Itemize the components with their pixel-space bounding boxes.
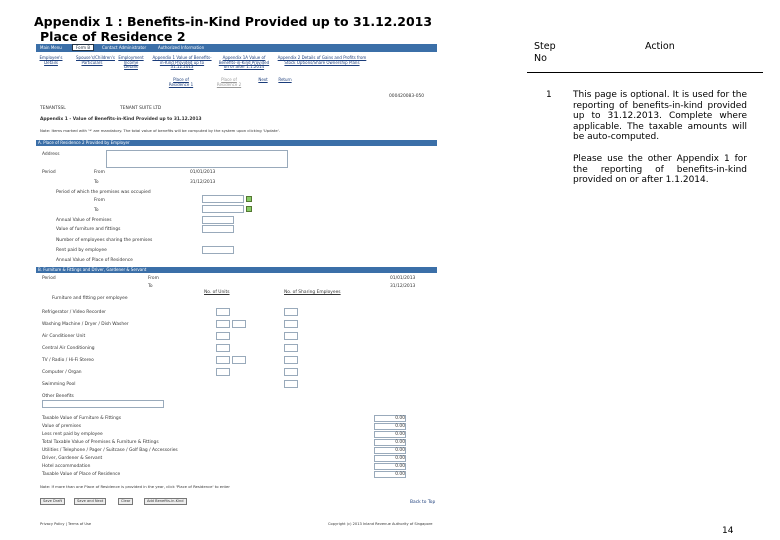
nav-appendix-1a[interactable]: Appendix 1A Value of Benefits-in-Kind Provided on or after 1.1.2014 [218, 55, 270, 70]
nav-employee-details[interactable]: Employee's Details [39, 55, 63, 65]
row-a-5: Rent paid by employee [56, 248, 107, 253]
annual-value-input[interactable] [202, 216, 234, 224]
calendar-icon[interactable] [246, 196, 252, 202]
menu-contact[interactable]: Contact Administrator [102, 45, 147, 50]
total-value: 0.00 [374, 431, 406, 438]
period-b-label: Period [42, 276, 56, 281]
other-benefits-input[interactable] [42, 400, 164, 408]
add-benefits-button[interactable]: Add Benefits-in-Kind [144, 498, 187, 505]
total-value: 0.00 [374, 455, 406, 462]
appendix-heading: Appendix 1 - Value of Benefits-in-Kind Provided up to 31.12.2013 [40, 117, 202, 122]
sharing-input[interactable] [284, 368, 298, 376]
furniture-value-input[interactable] [202, 225, 234, 233]
nav-residence-2: Place of Residence 2 [216, 77, 242, 87]
row-b-8: Swimming Pool [42, 382, 76, 387]
footer-note: Note: If more than one Place of Residence is provided in the year, click 'Place of Residence' to enter [40, 484, 230, 489]
units-header: No. of Units [204, 290, 230, 295]
address-label: Address [42, 152, 60, 157]
total-1: Taxable Value of Furniture & Fittings [42, 416, 121, 421]
nav-spouse-children[interactable]: Spouse's/Children's Particulars [76, 55, 115, 65]
menu-bar [36, 44, 437, 52]
nav-residence-1[interactable]: Place of Residence 1 [168, 77, 194, 87]
to-b-label: To [148, 284, 153, 289]
nav-return[interactable]: Return [278, 77, 292, 82]
embedded-form-screenshot [36, 44, 437, 528]
action-paragraph-2: Please use the other Appendix 1 for the reporting of benefits-in-kind provided on or after 1.1.2014. [573, 154, 747, 185]
calendar-icon[interactable] [246, 206, 252, 212]
total-value: 0.00 [374, 415, 406, 422]
title-line-1: Appendix 1 : Benefits-in-Kind Provided up to 31.12.2013 [34, 14, 433, 29]
action-paragraph-1: This page is optional. It is used for the reporting of benefits-in-kind provided up to 31.12.2013. Complete where applicable. The taxable amounts will be auto-computed. [573, 90, 747, 142]
units-input[interactable] [232, 356, 246, 364]
to-label: To [94, 180, 99, 185]
row-a-2: Annual Value of Premises [56, 218, 112, 223]
row-b-3: Washing Machine / Dryer / Dish Washer [42, 322, 129, 327]
clear-button[interactable]: Clear [118, 498, 133, 505]
row-b-9: Other Benefits [42, 394, 74, 399]
menu-authorized[interactable]: Authorized Information [158, 45, 205, 50]
row-a-4: Number of employees sharing the premises [56, 238, 153, 243]
employer-label: TENANTSSL [40, 106, 66, 111]
row-a-3: Value of furniture and fittings [56, 227, 121, 232]
occupied-to-input[interactable] [202, 205, 244, 213]
nav-appendix-2[interactable]: Appendix 2 Details of Gains and Profits from Stock Options/Share Ownership Plans [277, 55, 367, 65]
address-input[interactable] [106, 150, 288, 168]
section-a-header: A. Place of Residence 2 Provided by Employer [36, 140, 437, 146]
row-b-1: Furniture and fitting per employee [52, 296, 128, 301]
footer-right: Copyright (c) 2013 Inland Revenue Authority of Singapore [328, 522, 433, 526]
row-a-from: From [94, 198, 105, 203]
units-input[interactable] [216, 308, 230, 316]
row-b-7: Computer / Organ [42, 370, 82, 375]
note-text: Note: Items marked with '*' are mandatory. The total value of benefits will be computed by the system upon clicking 'Update'. [40, 128, 280, 133]
save-next-button[interactable]: Save and Next [74, 498, 106, 505]
total-7: Hotel accommodation [42, 464, 91, 469]
step-no-header: Step No [534, 41, 556, 64]
units-input[interactable] [216, 344, 230, 352]
row-b-5: Central Air Conditioning [42, 346, 95, 351]
nav-employment-income[interactable]: Employment Income Details [118, 55, 144, 70]
units-input[interactable] [216, 320, 230, 328]
section-b-header: B. Furniture & Fittings and Driver, Gardener & Servant [36, 267, 437, 273]
rent-paid-input[interactable] [202, 246, 234, 254]
page-title [34, 14, 432, 44]
nav-appendix-1[interactable]: Appendix 1 Value of Benefits-in-Kind Provided up to 31.12.2013 [152, 55, 212, 70]
total-value: 0.00 [374, 447, 406, 454]
total-value: 0.00 [374, 471, 406, 478]
row-b-2: Refrigerator / Video Recorder [42, 310, 106, 315]
sharing-input[interactable] [284, 380, 298, 388]
employer-name: TENANT SUITE LTD [120, 106, 162, 111]
sharing-input[interactable] [284, 308, 298, 316]
to-value: 31/12/2013 [190, 180, 216, 185]
total-4: Total Taxable Value of Premises & Furniture & Fittings [42, 440, 159, 445]
total-3: Less rent paid by employee [42, 432, 103, 437]
reference-number: 000420083-050 [389, 94, 425, 99]
nav-next[interactable]: Next [258, 77, 268, 82]
units-input[interactable] [232, 320, 246, 328]
row-a-to: To [94, 208, 99, 213]
action-header: Action [645, 41, 675, 52]
units-input[interactable] [216, 368, 230, 376]
period-label: Period [42, 170, 56, 175]
sharing-header: No. of Sharing Employees [284, 290, 341, 295]
menu-main[interactable]: Main Menu [40, 45, 62, 50]
total-value: 0.00 [374, 463, 406, 470]
total-8: Taxable Value of Place of Residence [42, 472, 121, 477]
save-draft-button[interactable]: Save Draft [40, 498, 65, 505]
row-b-4: Air Conditioner Unit [42, 334, 86, 339]
occupied-from-input[interactable] [202, 195, 244, 203]
sharing-input[interactable] [284, 344, 298, 352]
menu-form-b[interactable]: Form B [72, 44, 94, 51]
units-input[interactable] [216, 356, 230, 364]
title-line-2: Place of Residence 2 [40, 29, 186, 44]
total-value: 0.00 [374, 423, 406, 430]
page-number: 14 [722, 526, 734, 536]
row-a-1: Period of which the premises was occupied [56, 190, 151, 195]
from-label: From [94, 170, 105, 175]
total-value: 0.00 [374, 439, 406, 446]
to-b-value: 31/12/2013 [390, 284, 416, 289]
back-to-top-link[interactable]: Back to Top [410, 500, 436, 505]
from-b-value: 01/01/2013 [390, 276, 416, 281]
row-a-6: Annual Value of Place of Residence [56, 258, 133, 263]
total-5: Utilities / Telephone / Pager / Suitcase / Golf Bag / Accessories [42, 448, 178, 453]
step-number: 1 [546, 90, 552, 100]
sharing-input[interactable] [284, 356, 298, 364]
total-6: Driver, Gardener & Servant [42, 456, 103, 461]
total-2: Value of premises [42, 424, 82, 429]
from-value: 01/01/2013 [190, 170, 216, 175]
footer-left[interactable]: Privacy Policy | Terms of Use [40, 522, 92, 526]
sharing-input[interactable] [284, 320, 298, 328]
units-input[interactable] [216, 332, 230, 340]
table-header [527, 36, 763, 73]
sharing-input[interactable] [284, 332, 298, 340]
row-b-6: TV / Radio / Hi-Fi Stereo [42, 358, 94, 363]
from-b-label: From [148, 276, 159, 281]
